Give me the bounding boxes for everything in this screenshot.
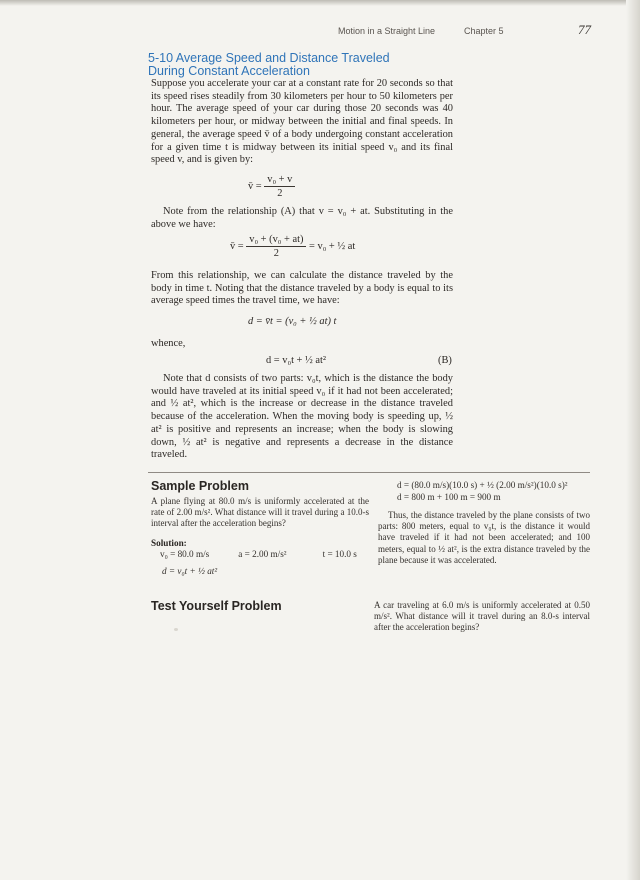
chapter-label: Chapter 5: [464, 26, 504, 36]
eq2-lhs: v̄ =: [230, 240, 244, 252]
sample-problem-title: Sample Problem: [151, 479, 249, 493]
paragraph-substitution-text: Note from the relationship (A) that v = v₀ + at. Substituting in the above we have:: [151, 206, 453, 230]
test-yourself-title: Test Yourself Problem: [151, 599, 282, 613]
paragraph-distance-text: From this relationship, we can calculate the distance traveled by the body in time t. Noting that the distance traveled by a body is equal to its average speed times the travel time, we have:: [151, 270, 453, 307]
equation-substituted: [230, 234, 355, 259]
solution-equation: d = v₀t + ½ at²: [162, 566, 218, 576]
eq1-fraction: [264, 174, 295, 199]
page-number: 77: [578, 22, 591, 37]
solution-label: Solution:: [151, 538, 187, 548]
scan-smudge: [174, 628, 178, 631]
paragraph-intro-text: Suppose you accelerate your car at a constant rate for 20 seconds so that its speed rises steadily from 30 kilometers per hour to 50 kilometers per hour. The average speed of your car during those 20 seconds was 40 kilometers per hour, or midway between the initial and final speeds. In general, the average speed v̄ of a body undergoing constant acceleration for a given time t is midway between its initial speed v₀ and its final speed v, and is given by:: [151, 78, 453, 166]
page-top-shadow: [0, 0, 640, 6]
section-title-line1: 5-10 Average Speed and Distance Traveled: [148, 51, 390, 65]
paragraph-substitution: [151, 206, 453, 231]
given-initial-speed: v₀ = 80.0 m/s: [160, 549, 210, 559]
chapter-title: Motion in a Straight Line: [338, 26, 436, 36]
page-right-shadow: [626, 0, 640, 880]
equation-distance: d = v₀t + ½ at²: [266, 355, 327, 366]
eq1-denominator: 2: [277, 188, 283, 199]
equation-label-b: (B): [438, 355, 452, 366]
section-divider: [148, 472, 590, 473]
whence-label: whence,: [151, 338, 186, 349]
paragraph-two-parts-text: Note that d consists of two parts: v₀t, which is the distance the body would have traveled at its initial speed v₀ if it had not been accelerated; and ½ at², which is the increase or decrease in the distance traveled because of the acceleration. When the moving body is speeding up, ½ at² is positive and represents an increase; when the body is slowing down, ½ at² is negative and represents a decrease in the distance traveled.: [151, 373, 453, 461]
solution-givens: [160, 549, 357, 559]
test-yourself-text: [374, 600, 590, 634]
paragraph-two-parts: [151, 373, 453, 462]
paragraph-intro: [151, 78, 453, 167]
eq2-fraction: [246, 234, 306, 259]
sample-problem-statement: A plane flying at 80.0 m/s is uniformly accelerated at the rate of 2.00 m/s². What distance will it travel during a 10.0-s interval after the acceleration begins?: [151, 496, 369, 529]
eq1-numerator: v₀ + v: [264, 174, 295, 187]
sample-problem-text: [151, 496, 369, 530]
eq2-denominator: 2: [273, 248, 279, 259]
section-title: [148, 52, 468, 78]
test-yourself-statement: A car traveling at 6.0 m/s is uniformly accelerated at 0.50 m/s². What distance will it travel during an 8.0-s interval after the acceleration begins?: [374, 600, 590, 633]
paragraph-distance: [151, 270, 453, 308]
calculation-line-2: d = 800 m + 100 m = 900 m: [397, 492, 501, 502]
given-acceleration: a = 2.00 m/s²: [238, 549, 287, 559]
section-title-line2: During Constant Acceleration: [148, 64, 310, 78]
equation-distance-average: d = v̄t = (v₀ + ½ at) t: [248, 316, 337, 327]
eq1-lhs: v̄ =: [248, 180, 262, 192]
calculation-line-1: d = (80.0 m/s)(10.0 s) + ½ (2.00 m/s²)(10.0 s)²: [397, 480, 568, 490]
sample-conclusion: [378, 510, 590, 566]
given-time: t = 10.0 s: [322, 549, 357, 559]
equation-average-speed: [248, 174, 295, 199]
eq2-numerator: v₀ + (v₀ + at): [246, 234, 306, 247]
eq2-rhs: = v₀ + ½ at: [309, 240, 356, 252]
sample-conclusion-text: Thus, the distance traveled by the plane consists of two parts: 800 meters, equal to v₀t, is the distance it would have traveled if it had not been accelerated; and 100 meters, equal to ½ at², is the extra distance traveled by the plane because it was accelerated.: [378, 510, 590, 565]
